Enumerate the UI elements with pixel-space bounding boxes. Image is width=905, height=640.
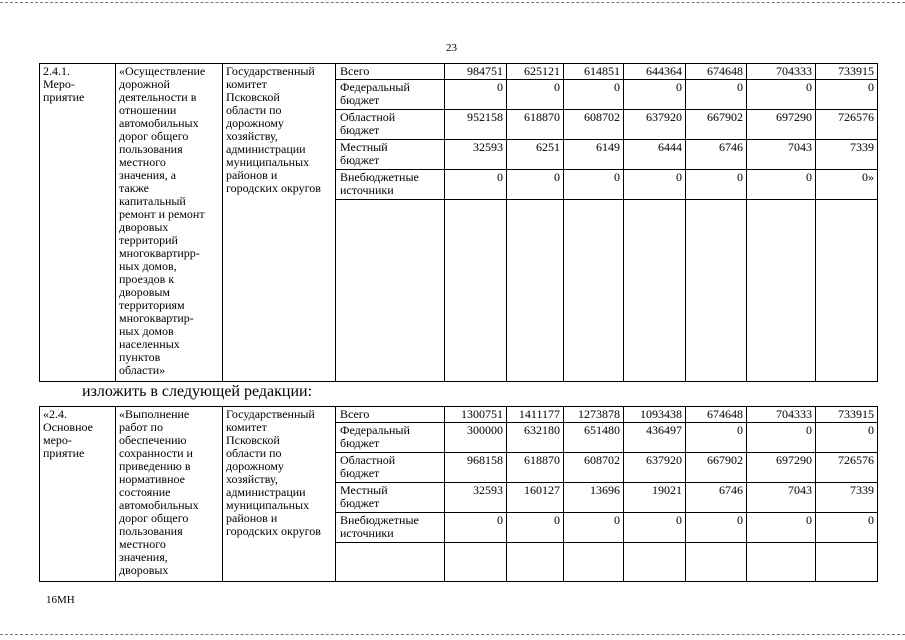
value-cell: 6746 <box>686 483 747 513</box>
value-cell: 160127 <box>507 483 564 513</box>
value-cell: 0 <box>507 513 564 543</box>
value-cell: 697290 <box>747 453 816 483</box>
value-cell: 697290 <box>747 110 816 140</box>
value-cell: 1411177 <box>507 407 564 423</box>
executor-cell: Государственный комитет Псковской области по дорожному хозяйству, администрации муниципальных районов и городских округов <box>223 407 336 582</box>
value-cell: 0 <box>747 170 816 200</box>
funding-source-total: Всего <box>336 407 445 423</box>
value-cell: 0 <box>564 170 624 200</box>
value-cell: 704333 <box>747 64 816 80</box>
empty-cell <box>624 543 686 582</box>
activity-id-cell: 2.4.1. Меро- приятие <box>40 64 116 382</box>
funding-source-regional: Областной бюджет <box>336 110 445 140</box>
value-cell: 625121 <box>507 64 564 80</box>
value-cell: 0 <box>564 80 624 110</box>
value-cell: 7339 <box>816 140 878 170</box>
value-cell: 0 <box>747 80 816 110</box>
value-cell: 0 <box>564 513 624 543</box>
value-cell: 667902 <box>686 453 747 483</box>
scan-edge-top <box>0 2 905 3</box>
value-cell: 7043 <box>747 483 816 513</box>
footer-code: 16МН <box>46 594 75 606</box>
value-cell: 19021 <box>624 483 686 513</box>
value-cell: 0 <box>507 80 564 110</box>
value-cell: 704333 <box>747 407 816 423</box>
empty-cell <box>747 200 816 382</box>
value-cell: 0 <box>816 513 878 543</box>
scan-edge-bottom <box>0 634 905 635</box>
value-cell: 1273878 <box>564 407 624 423</box>
value-cell: 618870 <box>507 453 564 483</box>
value-cell: 1300751 <box>445 407 507 423</box>
value-cell: 32593 <box>445 140 507 170</box>
transition-text: изложить в следующей редакции: <box>82 383 313 400</box>
value-cell: 0 <box>445 80 507 110</box>
value-cell: 0 <box>686 80 747 110</box>
value-cell: 0» <box>816 170 878 200</box>
value-cell: 7339 <box>816 483 878 513</box>
funding-source-local: Местный бюджет <box>336 483 445 513</box>
page-number: 23 <box>446 42 457 54</box>
value-cell: 968158 <box>445 453 507 483</box>
value-cell: 637920 <box>624 110 686 140</box>
value-cell: 6444 <box>624 140 686 170</box>
value-cell: 6746 <box>686 140 747 170</box>
value-cell: 13696 <box>564 483 624 513</box>
activity-name-cell: «Осуществление дорожной деятельности в отношении автомобильных дорог общего пользования местного значения, а также капитальный ремонт и ремонт дворовых территорий многоквартирр- ных домов, проездов к дворовым территориям многоквартир- ных домов населенных пунктов области» <box>116 64 223 382</box>
value-cell: 733915 <box>816 64 878 80</box>
empty-cell <box>686 543 747 582</box>
value-cell: 0 <box>686 170 747 200</box>
value-cell: 952158 <box>445 110 507 140</box>
value-cell: 608702 <box>564 453 624 483</box>
value-cell: 0 <box>747 513 816 543</box>
value-cell: 0 <box>816 80 878 110</box>
value-cell: 7043 <box>747 140 816 170</box>
value-cell: 0 <box>445 513 507 543</box>
value-cell: 436497 <box>624 423 686 453</box>
value-cell: 644364 <box>624 64 686 80</box>
value-cell: 632180 <box>507 423 564 453</box>
value-cell: 1093438 <box>624 407 686 423</box>
funding-source-total: Всего <box>336 64 445 80</box>
funding-source-federal: Федеральный бюджет <box>336 423 445 453</box>
empty-cell <box>816 200 878 382</box>
value-cell: 667902 <box>686 110 747 140</box>
empty-cell <box>445 200 507 382</box>
value-cell: 6149 <box>564 140 624 170</box>
table-main-activity-2-4 <box>39 406 878 582</box>
value-cell: 618870 <box>507 110 564 140</box>
value-cell: 651480 <box>564 423 624 453</box>
value-cell: 0 <box>816 423 878 453</box>
value-cell: 726576 <box>816 110 878 140</box>
value-cell: 0 <box>445 170 507 200</box>
empty-cell <box>507 543 564 582</box>
empty-cell <box>564 543 624 582</box>
funding-source-regional: Областной бюджет <box>336 453 445 483</box>
value-cell: 726576 <box>816 453 878 483</box>
value-cell: 0 <box>624 80 686 110</box>
empty-cell <box>507 200 564 382</box>
empty-cell <box>686 200 747 382</box>
funding-source-local: Местный бюджет <box>336 140 445 170</box>
value-cell: 674648 <box>686 64 747 80</box>
empty-cell <box>747 543 816 582</box>
empty-cell <box>624 200 686 382</box>
empty-cell <box>445 543 507 582</box>
activity-name-cell: «Выполнение работ по обеспечению сохранности и приведению в нормативное состояние автомобильных дорог общего пользования местного значения, дворовых <box>116 407 223 582</box>
value-cell: 733915 <box>816 407 878 423</box>
empty-cell <box>336 200 445 382</box>
value-cell: 0 <box>624 513 686 543</box>
value-cell: 608702 <box>564 110 624 140</box>
activity-id-cell: «2.4. Основное меро- приятие <box>40 407 116 582</box>
value-cell: 0 <box>507 170 564 200</box>
value-cell: 614851 <box>564 64 624 80</box>
value-cell: 674648 <box>686 407 747 423</box>
executor-cell: Государственный комитет Псковской области по дорожному хозяйству, администрации муниципальных районов и городских округов <box>223 64 336 382</box>
empty-cell <box>336 543 445 582</box>
value-cell: 0 <box>624 170 686 200</box>
funding-source-extrabudgetary: Внебюджетные источники <box>336 170 445 200</box>
value-cell: 6251 <box>507 140 564 170</box>
value-cell: 984751 <box>445 64 507 80</box>
empty-cell <box>816 543 878 582</box>
empty-cell <box>564 200 624 382</box>
value-cell: 0 <box>747 423 816 453</box>
value-cell: 32593 <box>445 483 507 513</box>
funding-source-federal: Федеральный бюджет <box>336 80 445 110</box>
table-activity-2-4-1 <box>39 63 878 382</box>
value-cell: 0 <box>686 513 747 543</box>
value-cell: 0 <box>686 423 747 453</box>
value-cell: 300000 <box>445 423 507 453</box>
funding-source-extrabudgetary: Внебюджетные источники <box>336 513 445 543</box>
value-cell: 637920 <box>624 453 686 483</box>
